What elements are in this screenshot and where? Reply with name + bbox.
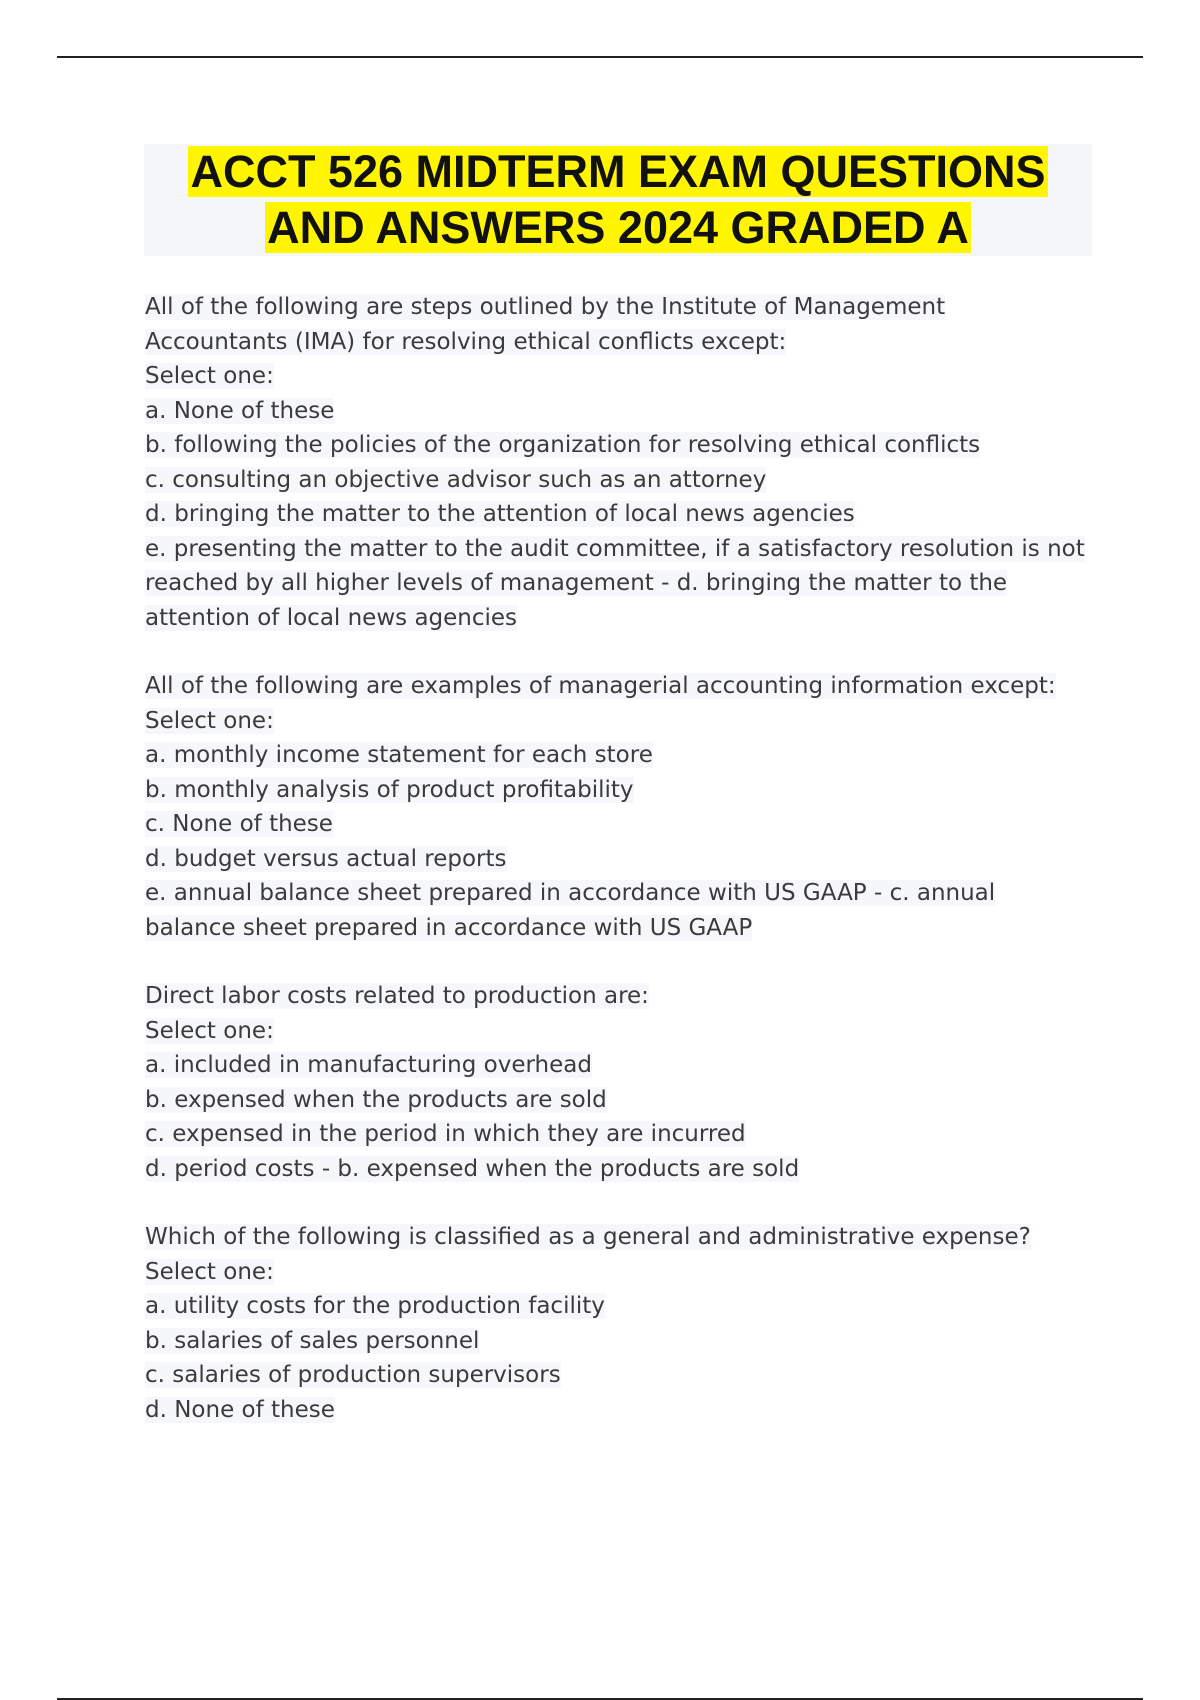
option-a: a. monthly income statement for each store [145,742,653,768]
question-3 [145,979,1085,1186]
option-b: b. following the policies of the organization for resolving ethical conflicts [145,432,981,458]
question-text: Which of the following is classified as a general and administrative expense? [145,1224,1031,1250]
question-4 [145,1220,1085,1427]
option-a: a. utility costs for the production facility [145,1293,605,1319]
title-line-1: ACCT 526 MIDTERM EXAM QUESTIONS [190,146,1046,197]
question-text: All of the following are examples of managerial accounting information except: [145,673,1056,699]
option-b: b. expensed when the products are sold [145,1086,607,1113]
question-2 [145,669,1085,945]
question-text: Direct labor costs related to production are: [145,983,649,1009]
option-c: c. salaries of production supervisors [145,1362,561,1388]
select-one-label: Select one: [145,1017,274,1044]
option-c: c. expensed in the period in which they are incurred [145,1121,746,1147]
question-1 [145,290,1085,635]
option-c: c. consulting an objective advisor such as an attorney [145,466,767,493]
option-d: d. None of these [145,1396,335,1423]
top-rule [57,56,1143,58]
option-a: a. None of these [145,397,335,424]
option-d: d. budget versus actual reports [145,845,507,872]
option-d-with-answer: d. period costs - b. expensed when the products are sold [145,1155,800,1182]
document-title [144,144,1092,256]
option-b: b. monthly analysis of product profitability [145,776,634,803]
option-d: d. bringing the matter to the attention of local news agencies [145,501,855,527]
title-line-2: AND ANSWERS 2024 GRADED A [267,202,969,253]
option-e-with-answer: e. annual balance sheet prepared in accordance with US GAAP - c. annual balance sheet prepared in accordance with US GAAP [145,880,996,941]
option-c: c. None of these [145,811,333,837]
select-one-label: Select one: [145,1258,274,1285]
option-b: b. salaries of sales personnel [145,1327,480,1354]
option-e-with-answer: e. presenting the matter to the audit committee, if a satisfactory resolution is not reached by all higher levels of management - d. bringing the matter to the attention of local news agencies [145,535,1085,631]
select-one-label: Select one: [145,707,274,734]
question-text: All of the following are steps outlined by the Institute of Management Accountants (IMA) for resolving ethical conflicts except: [145,294,946,355]
option-a: a. included in manufacturing overhead [145,1052,592,1078]
document-body [145,290,1085,1461]
select-one-label: Select one: [145,363,274,389]
